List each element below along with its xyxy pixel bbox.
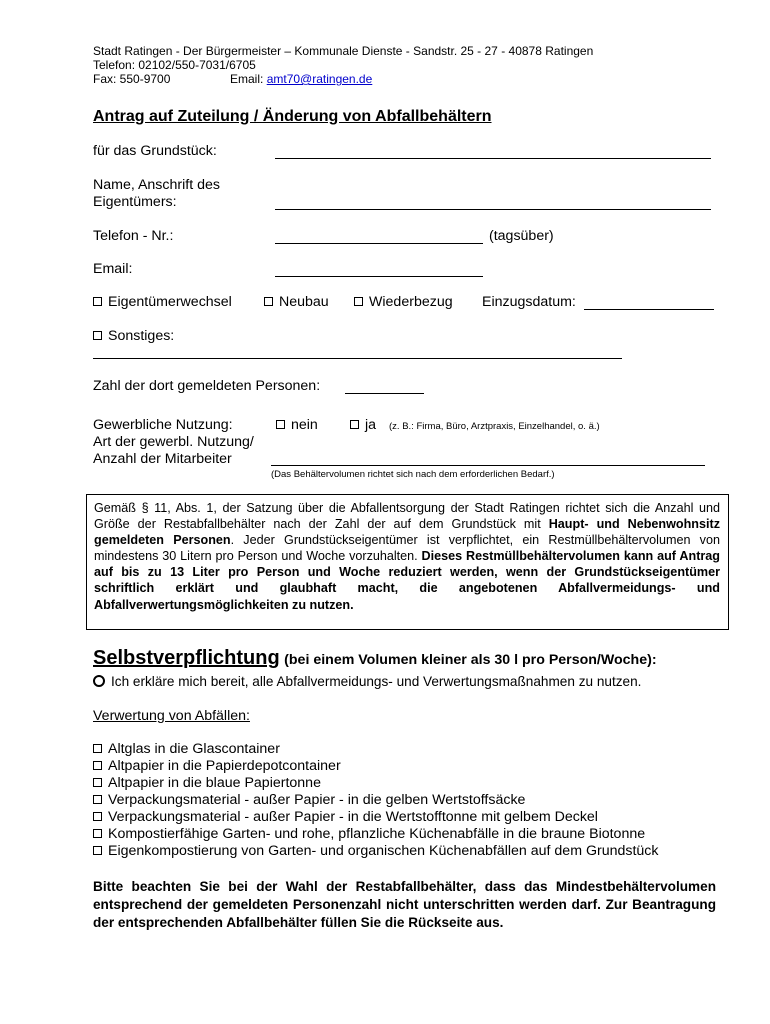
list-item-label: Eigenkompostierung von Garten- und organischen Küchenabfällen auf dem Grundstück	[108, 843, 659, 859]
gewerbe-nein[interactable]	[276, 417, 318, 433]
checkbox-ja[interactable]	[350, 420, 359, 429]
owner-field[interactable]	[275, 209, 711, 210]
grundstueck-label: für das Grundstück:	[93, 143, 217, 159]
option-eigentuemerwechsel[interactable]	[93, 294, 232, 310]
checkbox-icon[interactable]	[93, 829, 102, 838]
name-label-line2: Eigentümers:	[93, 194, 177, 210]
personen-field[interactable]	[345, 393, 424, 394]
info-text-2: . Jeder Grundstückseigentümer ist verpflichtet, ein Restmüllbehältervolumen von mindestens 30 Litern pro Person und Woche vorzuhalten.	[94, 533, 720, 564]
declaration-radio[interactable]	[93, 675, 105, 687]
list-item-label: Altpapier in die blaue Papiertonne	[108, 775, 321, 791]
list-item-label: Altpapier in die Papierdepotcontainer	[108, 758, 341, 774]
list-item[interactable]	[93, 792, 525, 808]
gewerbe-ja[interactable]	[350, 417, 376, 433]
name-label-line1: Name, Anschrift des	[93, 177, 220, 193]
gewerbe-nein-label: nein	[291, 417, 318, 433]
list-item-label: Kompostierfähige Garten- und rohe, pflanzliche Küchenabfälle in die braune Biotonne	[108, 826, 646, 842]
telefon-suffix: (tagsüber)	[489, 228, 554, 244]
list-item[interactable]	[93, 843, 659, 859]
gewerbe-note: (Das Behältervolumen richtet sich nach dem erforderlichen Bedarf.)	[271, 469, 555, 480]
art-label-line1: Art der gewerbl. Nutzung/	[93, 434, 254, 450]
checkbox-icon[interactable]	[93, 761, 102, 770]
list-item-label: Altglas in die Glascontainer	[108, 741, 280, 757]
final-note	[93, 878, 716, 932]
gewerbe-ja-label: ja	[365, 417, 377, 433]
grundstueck-field[interactable]	[275, 158, 711, 159]
declaration-text: Ich erkläre mich bereit, alle Abfallvermeidungs- und Verwertungsmaßnahmen zu nutzen.	[111, 674, 642, 689]
einzugsdatum-label: Einzugsdatum:	[482, 294, 576, 310]
telefon-field[interactable]	[275, 243, 483, 244]
option-sonstiges-label: Sonstiges:	[108, 328, 175, 344]
final-note-text: Bitte beachten Sie bei der Wahl der Restabfallbehälter, dass das Mindestbehältervolumen entsprechend der gemeldeten Personenzahl nicht unterschritten werden darf. Zur Beantragung der entsprechenden Abfallbehälter füllen Sie die Rückseite aus.	[93, 879, 716, 930]
telefon-label: Telefon - Nr.:	[93, 228, 174, 244]
gewerbe-label: Gewerbliche Nutzung:	[93, 417, 233, 433]
option-wiederbezug-label: Wiederbezug	[369, 294, 453, 310]
header-fax: Fax: 550-9700	[93, 72, 171, 86]
checkbox-icon[interactable]	[93, 846, 102, 855]
checkbox-icon[interactable]	[93, 812, 102, 821]
selbst-subheading: (bei einem Volumen kleiner als 30 l pro Person/Woche):	[284, 652, 657, 668]
info-bold-1: Haupt- und Nebenwohnsitz gemeldeten Personen	[94, 517, 720, 548]
option-neubau-label: Neubau	[279, 294, 329, 310]
option-wiederbezug[interactable]	[354, 294, 453, 310]
option-sonstiges[interactable]	[93, 328, 174, 344]
gewerbe-art-field[interactable]	[271, 465, 705, 466]
gewerbe-examples: (z. B.: Firma, Büro, Arztpraxis, Einzelhandel, o. ä.)	[389, 421, 600, 432]
checkbox-icon[interactable]	[93, 744, 102, 753]
list-item[interactable]	[93, 826, 645, 842]
page-title: Antrag auf Zuteilung / Änderung von Abfallbehältern	[93, 108, 492, 125]
info-text-1: Gemäß § 11, Abs. 1, der Satzung über die Abfallentsorgung der Stadt Ratingen richtet sich die Anzahl und Größe der Restabfallbehälter nach der Zahl der auf dem Grundstück mit	[94, 501, 720, 532]
checkbox-eigentuemerwechsel[interactable]	[93, 297, 102, 306]
art-label-line2: Anzahl der Mitarbeiter	[93, 451, 232, 467]
selbst-heading-row	[93, 647, 657, 670]
selbst-heading: Selbstverpflichtung	[93, 647, 280, 669]
info-box	[86, 494, 729, 630]
einzugsdatum-field[interactable]	[584, 309, 714, 310]
list-item-label: Verpackungsmaterial - außer Papier - in die gelben Wertstoffsäcke	[108, 792, 526, 808]
checkbox-nein[interactable]	[276, 420, 285, 429]
personen-label: Zahl der dort gemeldeten Personen:	[93, 378, 321, 394]
option-neubau[interactable]	[264, 294, 329, 310]
header-email-label: Email:	[230, 72, 264, 86]
email-label: Email:	[93, 261, 133, 277]
selbst-declaration[interactable]	[93, 674, 641, 689]
checkbox-neubau[interactable]	[264, 297, 273, 306]
option-eigentuemerwechsel-label: Eigentümerwechsel	[108, 294, 232, 310]
email-link[interactable]: amt70@ratingen.de	[266, 72, 373, 86]
list-item[interactable]	[93, 775, 321, 791]
header-phone: Telefon: 02102/550-7031/6705	[93, 58, 256, 72]
list-item[interactable]	[93, 809, 598, 825]
verwertung-heading: Verwertung von Abfällen:	[93, 708, 250, 724]
checkbox-icon[interactable]	[93, 778, 102, 787]
checkbox-wiederbezug[interactable]	[354, 297, 363, 306]
header-address: Stadt Ratingen - Der Bürgermeister – Kommunale Dienste - Sandstr. 25 - 27 - 40878 Ratingen	[93, 44, 594, 58]
checkbox-sonstiges[interactable]	[93, 331, 102, 340]
sonstiges-field[interactable]	[93, 358, 622, 359]
list-item[interactable]	[93, 758, 341, 774]
list-item-label: Verpackungsmaterial - außer Papier - in die Wertstofftonne mit gelbem Deckel	[108, 809, 598, 825]
email-field[interactable]	[275, 276, 483, 277]
info-bold-2: Dieses Restmüllbehältervolumen kann auf Antrag auf bis zu 13 Liter pro Person und Woche reduziert werden, wenn der Grundstückseigentümer schriftlich erklärt und glaubhaft macht, die angebotenen Abfallvermeidungs- und Abfallverwertungsmöglichkeiten zu nutzen.	[94, 549, 720, 612]
list-item[interactable]	[93, 741, 280, 757]
checkbox-icon[interactable]	[93, 795, 102, 804]
header-email	[230, 72, 372, 86]
